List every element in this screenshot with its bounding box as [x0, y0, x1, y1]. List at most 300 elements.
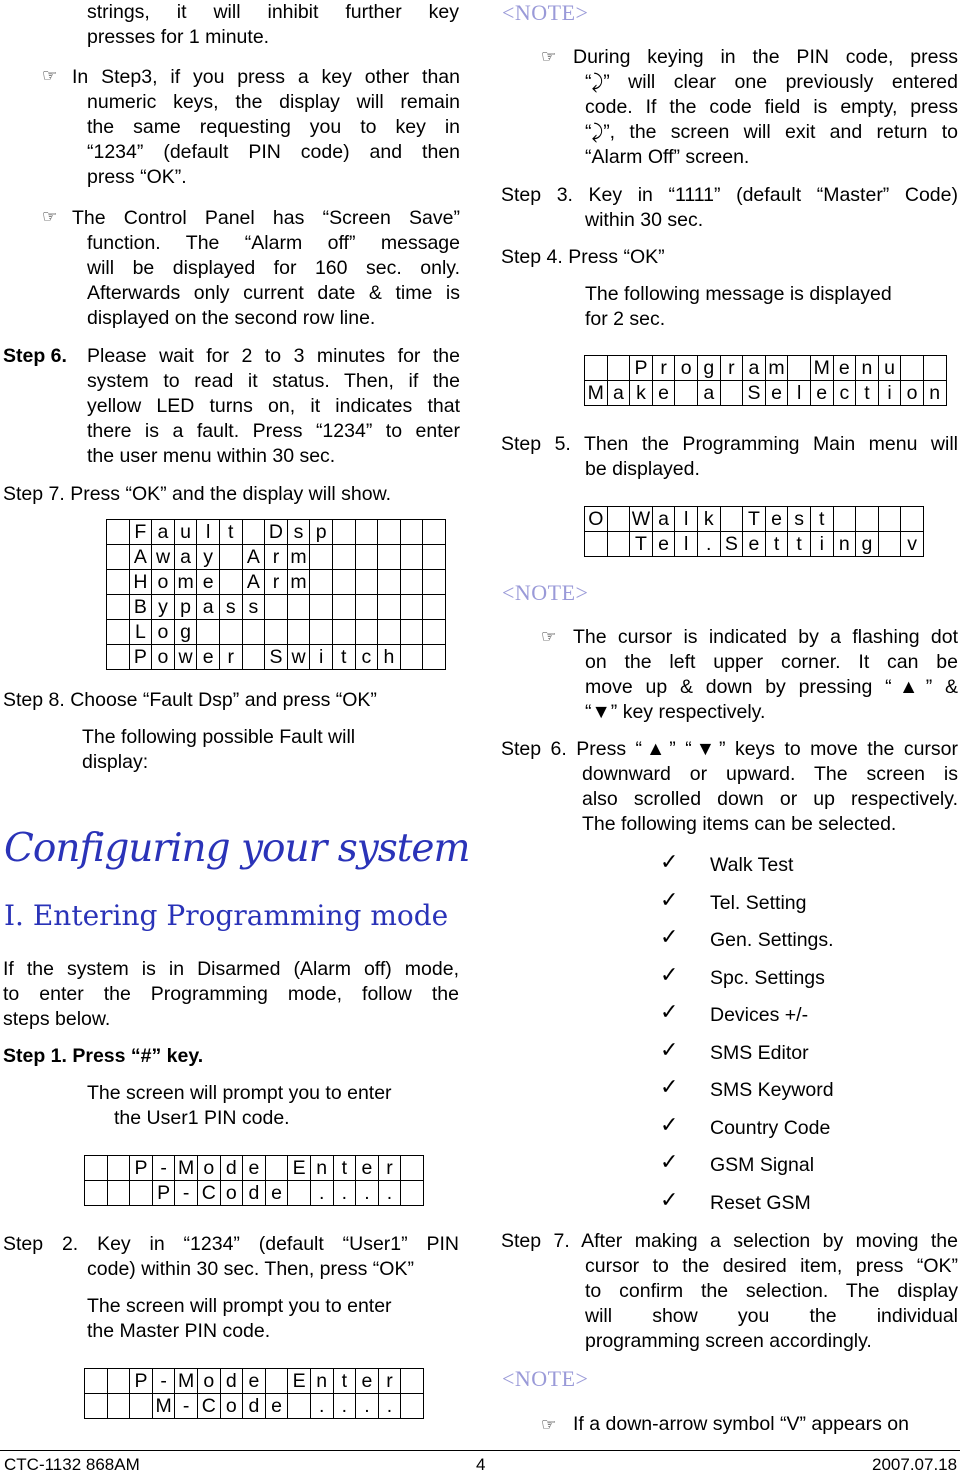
lcd-row: [85, 1181, 424, 1206]
lcd-cell: [378, 520, 401, 545]
lcd-cell: B: [129, 595, 152, 620]
lcd-cell: a: [652, 507, 675, 532]
lcd-cell: [878, 532, 901, 557]
lcd-cell: S: [720, 532, 743, 557]
lcd-cell: t: [788, 532, 811, 557]
lcd-cell: [197, 620, 220, 645]
lcd-cell: .: [697, 532, 720, 557]
lcd-cell: [332, 570, 355, 595]
lcd-cell: o: [197, 1369, 220, 1394]
lcd-cell: S: [743, 381, 766, 406]
step8-sub-1: The following possible Fault will: [82, 726, 356, 748]
lcd-cell: r: [265, 545, 288, 570]
lcd-cell: [607, 532, 630, 557]
lcd-cell: e: [243, 1156, 266, 1181]
lcd-cell: [242, 645, 265, 670]
lcd-cell: L: [129, 620, 152, 645]
lcd-cell: o: [152, 570, 175, 595]
lcd-cell: [355, 620, 378, 645]
step6-line4: there is a fault. Press “1234” to enter: [87, 420, 460, 442]
note-label-2: <NOTE>: [502, 580, 589, 605]
lcd-cell: [720, 507, 743, 532]
lcd-cell: [288, 1181, 311, 1206]
step6-line2: system to read it status. Then, if the: [87, 370, 460, 392]
lcd-row: [107, 645, 446, 670]
step6r-line4: The following items can be selected.: [582, 813, 897, 835]
lcd-cell: m: [174, 570, 197, 595]
lcd-cell: a: [607, 381, 630, 406]
lcd-cell: .: [333, 1181, 356, 1206]
lcd-cell: [378, 570, 401, 595]
lcd-cell: o: [152, 645, 175, 670]
lcd-cell: [107, 520, 130, 545]
bullet2-line5: displayed on the second row line.: [87, 307, 376, 329]
lcd-cell: [378, 545, 401, 570]
lcd-cell: [287, 620, 310, 645]
checkmark-icon: ✓: [660, 1075, 679, 1100]
lcd-cell: [107, 1394, 130, 1419]
step7r-line3: to confirm the selection. The display: [585, 1280, 958, 1302]
lcd-cell: [107, 595, 130, 620]
checkmark-icon: ✓: [660, 962, 679, 988]
step8-text: Step 8. Choose “Fault Dsp” and press “OK”: [3, 689, 377, 711]
lcd-cell: e: [243, 1369, 266, 1394]
lcd-cell: o: [901, 381, 924, 406]
step7r-line4: will show you the individual: [585, 1305, 958, 1327]
step6-line5: the user menu within 30 sec.: [87, 445, 336, 467]
lcd-cell: e: [356, 1369, 379, 1394]
note-label-1: <NOTE>: [502, 0, 589, 25]
lcd-cell: o: [197, 1156, 220, 1181]
lcd-cell: a: [152, 520, 175, 545]
lcd-cell: k: [697, 507, 720, 532]
lcd-cell: a: [197, 595, 220, 620]
lcd-cell: [242, 520, 265, 545]
lcd-cell: E: [288, 1156, 311, 1181]
continued-text-2: presses for 1 minute.: [87, 26, 270, 48]
lcd-cell: g: [174, 620, 197, 645]
lcd-cell: [585, 532, 608, 557]
section-heading-entering: I. Entering Programming mode: [4, 899, 449, 932]
step6-line3: yellow LED turns on, it indicates that: [87, 395, 460, 417]
menu-item-label: Devices +/-: [710, 1004, 809, 1026]
lcd-cell: M: [810, 356, 833, 381]
lcd-cell: r: [378, 1156, 401, 1181]
menu-item-label: Walk Test: [710, 854, 794, 876]
lcd-cell: -: [175, 1181, 198, 1206]
menu-item-label: Country Code: [710, 1116, 831, 1139]
lcd-cell: [878, 507, 901, 532]
lcd-cell: r: [652, 356, 675, 381]
step4-text: Step 4. Press “OK”: [501, 246, 665, 268]
lcd-cell: [607, 356, 630, 381]
lcd-cell: [107, 620, 130, 645]
lcd-cell: [265, 595, 288, 620]
step4-sub-2: for 2 sec.: [585, 308, 666, 330]
step7r-line2: cursor to the desired item, press “OK”: [585, 1255, 958, 1277]
checkmark-icon: ✓: [660, 1037, 679, 1063]
note1-line4: “⤸”, the screen will exit and return to: [585, 121, 958, 143]
lcd-cell: e: [197, 570, 220, 595]
step7r-line1: Step 7. After making a selection by moving the: [501, 1230, 958, 1252]
lcd-cell: [355, 520, 378, 545]
lcd-cell: a: [174, 545, 197, 570]
lcd-cell: [219, 570, 242, 595]
lcd-cell: [378, 595, 401, 620]
lcd-cell: g: [856, 532, 879, 557]
lcd-cell: n: [923, 381, 946, 406]
lcd-cell: e: [833, 356, 856, 381]
lcd-cell: [332, 520, 355, 545]
lcd-cell: [423, 545, 446, 570]
menu-item-label: Gen. Settings.: [710, 929, 834, 951]
lcd-cell: [107, 1181, 130, 1206]
lcd-cell: n: [310, 1156, 333, 1181]
lcd-cell: e: [765, 507, 788, 532]
lcd-cell: s: [788, 507, 811, 532]
lcd-cell: .: [310, 1394, 333, 1419]
lcd-cell: [423, 570, 446, 595]
checkmark-icon: ✓: [660, 1150, 679, 1175]
lcd-cell: E: [288, 1369, 311, 1394]
lcd-cell: [401, 1394, 424, 1419]
pointing-hand-icon: ☞: [541, 1415, 557, 1435]
lcd-cell: e: [765, 381, 788, 406]
lcd-cell: D: [265, 520, 288, 545]
lcd-cell: [265, 1369, 288, 1394]
lcd-cell: F: [129, 520, 152, 545]
lcd-cell: A: [242, 545, 265, 570]
lcd-cell: v: [901, 532, 924, 557]
lcd-cell: u: [174, 520, 197, 545]
lcd-row: [107, 520, 446, 545]
lcd-cell: [219, 545, 242, 570]
lcd-cell: t: [765, 532, 788, 557]
lcd-cell: [130, 1181, 153, 1206]
lcd-cell: [310, 570, 333, 595]
section-heading-configuring: Configuring your system: [4, 826, 470, 871]
lcd-cell: i: [878, 381, 901, 406]
lcd-cell: u: [878, 356, 901, 381]
lcd-cell: [107, 1156, 130, 1181]
lcd-row: [107, 620, 446, 645]
intro-line3: steps below.: [3, 1008, 111, 1030]
lcd-cell: [423, 595, 446, 620]
step1-sub-2: the User1 PIN code.: [114, 1107, 290, 1129]
lcd-cell: e: [197, 645, 220, 670]
footer-page-number: 4: [476, 1455, 486, 1474]
lcd-cell: [219, 620, 242, 645]
lcd-cell: P: [130, 1369, 153, 1394]
step2-sub-1: The screen will prompt you to enter: [87, 1295, 392, 1317]
lcd-cell: T: [630, 532, 653, 557]
step3-line2: within 30 sec.: [585, 209, 704, 231]
lcd-cell: e: [356, 1156, 379, 1181]
footer-date: 2007.07.18: [872, 1455, 958, 1474]
menu-item-label: Tel. Setting: [710, 891, 807, 914]
lcd-cell: o: [220, 1181, 243, 1206]
lcd-cell: [423, 620, 446, 645]
lcd-cell: [265, 620, 288, 645]
lcd-cell: M: [585, 381, 608, 406]
lcd-cell: p: [174, 595, 197, 620]
lcd-cell: w: [152, 545, 175, 570]
lcd-cell: [400, 520, 423, 545]
lcd-row: [85, 1394, 424, 1419]
lcd-cell: [378, 620, 401, 645]
lcd-cell: -: [175, 1394, 198, 1419]
step8-sub-2: display:: [82, 751, 149, 773]
step3-line1: Step 3. Key in “1111” (default “Master” Code): [501, 184, 958, 206]
lcd-cell: M: [175, 1156, 198, 1181]
lcd-cell: a: [743, 356, 766, 381]
step5-line2: be displayed.: [585, 458, 700, 480]
lcd-cell: P: [630, 356, 653, 381]
lcd-cell: w: [287, 645, 310, 670]
lcd-cell: e: [265, 1181, 288, 1206]
step6-line1: Please wait for 2 to 3 minutes for the: [87, 345, 460, 367]
lcd-cell: [85, 1369, 108, 1394]
step1-text: Step 1. Press “#” key.: [3, 1045, 204, 1067]
lcd-cell: [400, 620, 423, 645]
lcd-cell: C: [197, 1394, 220, 1419]
step2-line2: code) within 30 sec. Then, press “OK”: [87, 1258, 414, 1280]
lcd-cell: [85, 1394, 108, 1419]
lcd-cell: r: [219, 645, 242, 670]
lcd-cell: [788, 356, 811, 381]
lcd-cell: r: [265, 570, 288, 595]
lcd-cell: [901, 356, 924, 381]
lcd-cell: [400, 545, 423, 570]
lcd-cell: r: [378, 1369, 401, 1394]
lcd-row: [85, 1156, 424, 1181]
lcd-cell: c: [833, 381, 856, 406]
lcd-master-pin-display: [84, 1368, 424, 1419]
lcd-cell: [332, 595, 355, 620]
lcd-cell: [107, 545, 130, 570]
note1-line3: code. If the code field is empty, press: [585, 96, 958, 118]
lcd-cell: [923, 356, 946, 381]
lcd-row: [585, 532, 924, 557]
pointing-hand-icon: ☞: [42, 66, 58, 86]
lcd-cell: [423, 645, 446, 670]
lcd-cell: d: [220, 1369, 243, 1394]
lcd-cell: .: [356, 1181, 379, 1206]
lcd-cell: d: [243, 1181, 266, 1206]
lcd-cell: A: [129, 545, 152, 570]
lcd-cell: s: [242, 595, 265, 620]
lcd-cell: o: [220, 1394, 243, 1419]
lcd-cell: [310, 620, 333, 645]
bullet1-line2: numeric keys, the display will remain: [87, 91, 460, 113]
lcd-cell: [401, 1181, 424, 1206]
lcd-cell: C: [197, 1181, 220, 1206]
lcd-cell: p: [310, 520, 333, 545]
checkmark-icon: ✓: [660, 1000, 679, 1025]
lcd-user-pin-display: [84, 1155, 424, 1206]
lcd-cell: m: [287, 570, 310, 595]
intro-line1: If the system is in Disarmed (Alarm off) mode,: [3, 958, 459, 980]
lcd-cell: o: [675, 356, 698, 381]
lcd-cell: l: [675, 532, 698, 557]
lcd-cell: [265, 1156, 288, 1181]
lcd-cell: [332, 545, 355, 570]
step7-text: Step 7. Press “OK” and the display will show.: [3, 483, 392, 505]
lcd-cell: [400, 595, 423, 620]
lcd-cell: c: [355, 645, 378, 670]
footer-rule: [0, 1450, 960, 1451]
lcd-cell: M: [152, 1394, 175, 1419]
lcd-cell: [242, 620, 265, 645]
menu-item-label: Reset GSM: [710, 1191, 811, 1214]
lcd-cell: P: [129, 645, 152, 670]
lcd-cell: .: [378, 1181, 401, 1206]
lcd-cell: [585, 356, 608, 381]
checkmark-icon: ✓: [660, 887, 679, 913]
lcd-cell: t: [810, 507, 833, 532]
step2-line1: Step 2. Key in “1234” (default “User1” PIN: [3, 1233, 459, 1255]
bullet2-line1: The Control Panel has “Screen Save”: [72, 207, 460, 229]
lcd-row: [85, 1369, 424, 1394]
intro-line2: to enter the Programming mode, follow the: [3, 983, 459, 1005]
lcd-cell: [675, 381, 698, 406]
lcd-cell: r: [720, 356, 743, 381]
menu-item-label: SMS Keyword: [710, 1079, 834, 1101]
lcd-cell: l: [197, 520, 220, 545]
lcd-cell: [85, 1156, 108, 1181]
bullet1-line1: In Step3, if you press a key other than: [72, 66, 460, 88]
step6r-line3: also scrolled down or up respectively.: [582, 788, 958, 810]
step2-sub-2: the Master PIN code.: [87, 1320, 271, 1342]
pointing-hand-icon: ☞: [541, 47, 557, 67]
lcd-cell: s: [287, 520, 310, 545]
lcd-cell: .: [310, 1181, 333, 1206]
menu-item-label: Spc. Settings: [710, 966, 825, 989]
lcd-cell: d: [243, 1394, 266, 1419]
note1-line1: During keying in the PIN code, press: [573, 46, 958, 68]
lcd-cell: n: [310, 1369, 333, 1394]
lcd-cell: e: [652, 532, 675, 557]
bullet2-line3: will be displayed for 160 sec. only.: [87, 257, 460, 279]
lcd-cell: [107, 1369, 130, 1394]
lcd-cell: t: [333, 1369, 356, 1394]
lcd-cell: t: [333, 1156, 356, 1181]
lcd-menu-display: [106, 519, 446, 670]
lcd-row: [107, 595, 446, 620]
lcd-cell: h: [378, 645, 401, 670]
note2-line3: move up & down by pressing “▲” &: [585, 676, 958, 698]
lcd-row: [585, 356, 947, 381]
lcd-cell: A: [242, 570, 265, 595]
lcd-cell: t: [332, 645, 355, 670]
lcd-cell: t: [856, 381, 879, 406]
continued-text-1: strings, it will inhibit further key: [87, 1, 459, 23]
step6-label: Step 6.: [3, 345, 67, 367]
lcd-cell: [107, 570, 130, 595]
lcd-main-menu-display: [584, 506, 924, 557]
lcd-cell: O: [585, 507, 608, 532]
lcd-cell: M: [175, 1369, 198, 1394]
lcd-cell: n: [833, 532, 856, 557]
bullet1-line5: press “OK”.: [87, 166, 187, 188]
lcd-cell: d: [220, 1156, 243, 1181]
lcd-cell: w: [174, 645, 197, 670]
lcd-cell: n: [856, 356, 879, 381]
lcd-cell: m: [765, 356, 788, 381]
lcd-row: [585, 381, 947, 406]
lcd-cell: y: [197, 545, 220, 570]
lcd-cell: [856, 507, 879, 532]
note3-line1: If a down-arrow symbol “V” appears on: [573, 1413, 909, 1435]
lcd-cell: P: [130, 1156, 153, 1181]
step4-sub-1: The following message is displayed: [585, 283, 892, 305]
lcd-cell: [355, 545, 378, 570]
lcd-cell: [400, 645, 423, 670]
checkmark-icon: ✓: [660, 1187, 679, 1213]
lcd-cell: [310, 545, 333, 570]
lcd-cell: [607, 507, 630, 532]
menu-item-label: SMS Editor: [710, 1041, 809, 1064]
lcd-row: [107, 545, 446, 570]
pointing-hand-icon: ☞: [42, 207, 58, 227]
step5-line1: Step 5. Then the Programming Main menu will: [501, 433, 958, 455]
step1-sub-1: The screen will prompt you to enter: [87, 1082, 392, 1104]
checkmark-icon: ✓: [660, 850, 679, 875]
lcd-cell: k: [630, 381, 653, 406]
lcd-cell: [310, 595, 333, 620]
lcd-cell: [85, 1181, 108, 1206]
lcd-cell: m: [287, 545, 310, 570]
lcd-cell: [400, 570, 423, 595]
lcd-cell: e: [652, 381, 675, 406]
step6r-line2: downward or upward. The screen is: [582, 763, 958, 785]
lcd-cell: [130, 1394, 153, 1419]
lcd-cell: -: [152, 1156, 175, 1181]
lcd-cell: [720, 381, 743, 406]
checkmark-icon: ✓: [660, 925, 679, 950]
lcd-cell: e: [810, 381, 833, 406]
lcd-cell: .: [378, 1394, 401, 1419]
lcd-cell: t: [219, 520, 242, 545]
lcd-cell: [401, 1156, 424, 1181]
checkmark-icon: ✓: [660, 1112, 679, 1138]
bullet2-line4: Afterwards only current date & time is: [87, 282, 460, 304]
note2-line2: on the left upper corner. It can be: [585, 651, 958, 673]
lcd-cell: a: [697, 381, 720, 406]
lcd-cell: l: [675, 507, 698, 532]
lcd-cell: g: [697, 356, 720, 381]
footer-model: CTC-1132 868AM: [4, 1455, 140, 1474]
lcd-cell: l: [788, 381, 811, 406]
lcd-cell: y: [152, 595, 175, 620]
lcd-cell: [288, 1394, 311, 1419]
lcd-cell: P: [152, 1181, 175, 1206]
bullet1-line3: the same requesting you to key in: [87, 116, 460, 138]
step6r-line1: Step 6. Press “▲” “▼” keys to move the cursor: [501, 738, 958, 760]
lcd-cell: [107, 645, 130, 670]
lcd-row: [107, 570, 446, 595]
lcd-cell: .: [333, 1394, 356, 1419]
lcd-cell: [332, 620, 355, 645]
pointing-hand-icon: ☞: [541, 627, 557, 647]
step7r-line5: programming screen accordingly.: [585, 1330, 872, 1352]
lcd-cell: [355, 570, 378, 595]
lcd-cell: i: [810, 532, 833, 557]
lcd-cell: -: [152, 1369, 175, 1394]
lcd-cell: S: [265, 645, 288, 670]
lcd-cell: e: [265, 1394, 288, 1419]
lcd-cell: i: [310, 645, 333, 670]
